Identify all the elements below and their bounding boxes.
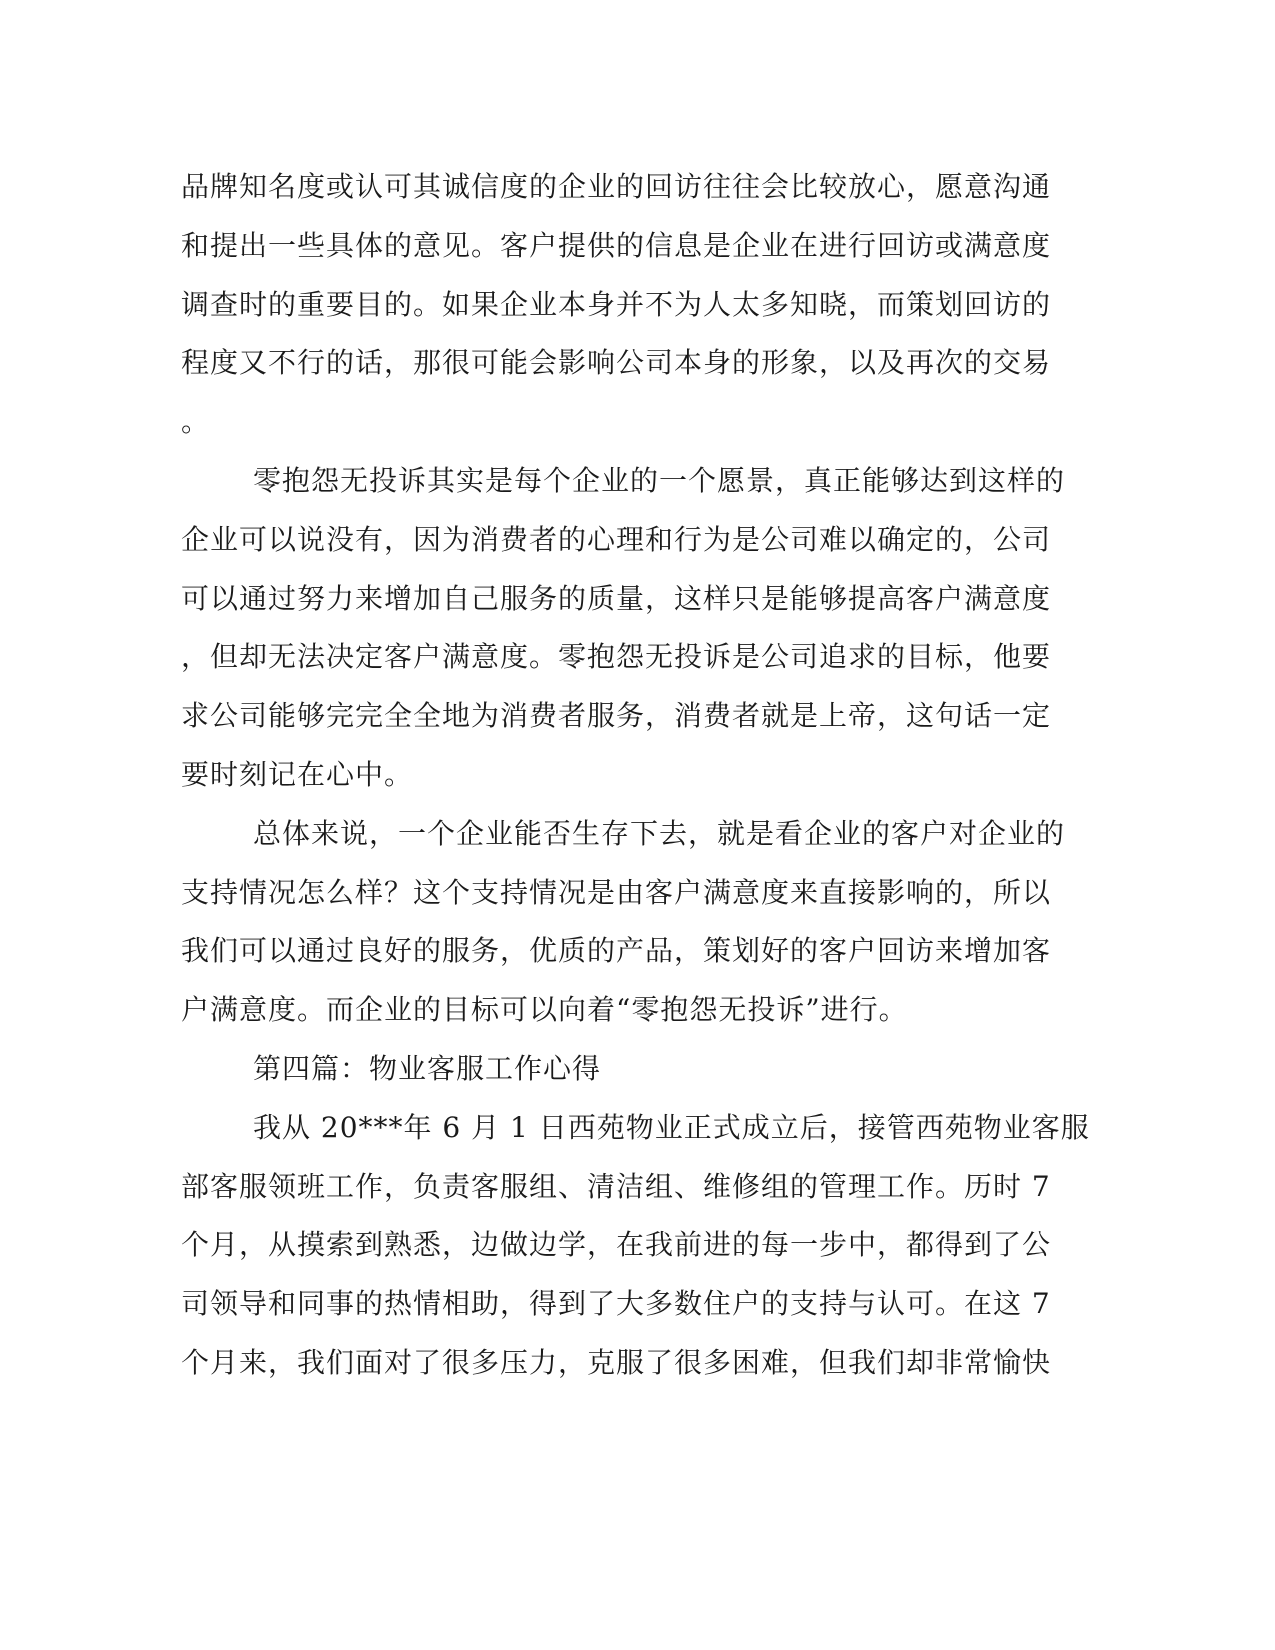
text-line: 部客服领班工作，负责客服组、清洁组、维修组的管理工作。历时 7 (181, 1169, 1051, 1203)
section-heading: 第四篇：物业客服工作心得 (253, 1051, 602, 1085)
text-line: 我们可以通过良好的服务，优质的产品，策划好的客户回访来增加客 (181, 934, 1052, 968)
text-line: 调查时的重要目的。如果企业本身并不为人太多知晓，而策划回访的 (181, 287, 1052, 321)
text-line: 户满意度。而企业的目标可以向着“零抱怨无投诉”进行。 (181, 993, 908, 1027)
text-line: 司领导和同事的热情相助，得到了大多数住户的支持与认可。在这 7 (181, 1287, 1051, 1321)
text-line: 。 (181, 405, 211, 439)
paragraph-start-line: 我从 20***年 6 月 1 日西苑物业正式成立后，接管西苑物业客服 (253, 1110, 1090, 1144)
text-line: 要时刻记在心中。 (181, 757, 414, 791)
text-line: 和提出一些具体的意见。客户提供的信息是企业在进行回访或满意度 (181, 228, 1052, 262)
text-line: 个月，从摸索到熟悉，边做边学，在我前进的每一步中，都得到了公 (181, 1228, 1052, 1262)
text-line: 可以通过努力来增加自己服务的质量，这样只是能够提高客户满意度 (181, 581, 1052, 615)
paragraph-start-line: 零抱怨无投诉其实是每个企业的一个愿景，真正能够达到这样的 (253, 463, 1066, 497)
text-line: 求公司能够完完全全地为消费者服务，消费者就是上帝，这句话一定 (181, 699, 1052, 733)
paragraph-start-line: 总体来说，一个企业能否生存下去，就是看企业的客户对企业的 (253, 816, 1066, 850)
text-line: 程度又不行的话，那很可能会影响公司本身的形象，以及再次的交易 (181, 346, 1052, 380)
text-line: 品牌知名度或认可其诚信度的企业的回访往往会比较放心，愿意沟通 (181, 170, 1052, 203)
text-line: ，但却无法决定客户满意度。零抱怨无投诉是公司追求的目标，他要 (181, 640, 1052, 674)
text-line: 企业可以说没有，因为消费者的心理和行为是公司难以确定的，公司 (181, 522, 1052, 556)
text-line: 支持情况怎么样？这个支持情况是由客户满意度来直接影响的，所以 (181, 875, 1052, 909)
text-line: 个月来，我们面对了很多压力，克服了很多困难，但我们却非常愉快 (181, 1345, 1052, 1379)
document-body (181, 158, 1090, 1393)
